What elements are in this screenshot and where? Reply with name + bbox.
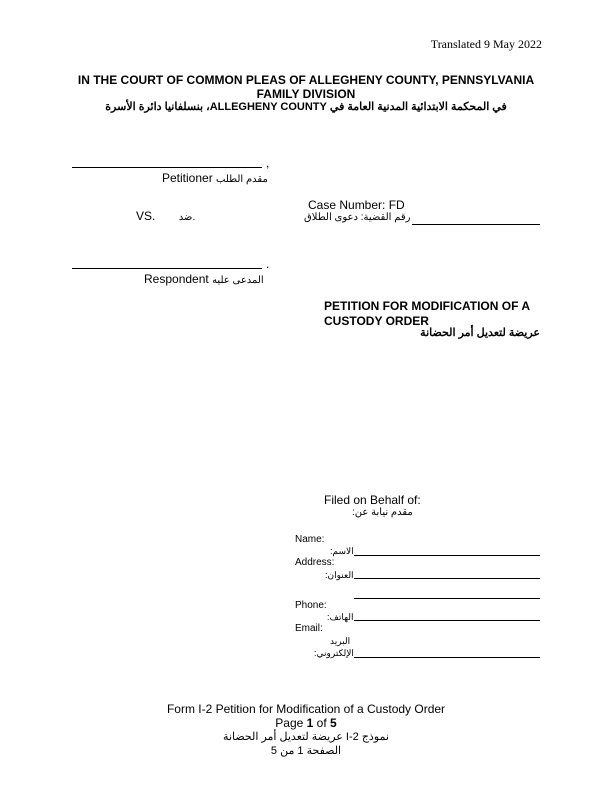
phone-label: Phone: [295,600,327,611]
phone-field[interactable] [354,620,540,621]
footer-page-number [40,716,572,730]
petitioner-comma: , [266,156,270,170]
address-field-line2[interactable] [354,598,540,599]
email-label-ar-1: البريد [330,636,351,646]
name-label: Name: [295,534,325,545]
petitioner-label [162,171,268,185]
email-label: Email: [295,623,323,634]
name-label-ar: الاسم: [330,546,354,556]
court-division: FAMILY DIVISION [256,87,356,101]
address-field-line1[interactable] [354,578,540,579]
email-label-ar-2: الإلكتروني: [314,648,354,658]
footer-form-title-ar: نموذج I-2 عريضة لتعديل أمر الحضانة [223,731,389,743]
page-of: of [313,716,331,730]
filed-on-behalf-label: Filed on Behalf of: [324,493,421,507]
court-title [40,73,572,101]
phone-label-ar: الهاتف: [327,612,354,622]
case-number-label-ar: رقم القضية: دعوى الطلاق [304,212,411,223]
versus-label [136,209,195,223]
filed-on-behalf-label-ar: مقدم نيابة عن: [352,507,413,518]
respondent-dot: . [266,257,270,271]
petition-title-line2: CUSTODY ORDER [324,314,429,328]
footer-page-number-ar: الصفحة 1 من 5 [270,745,342,757]
petition-title [324,299,530,329]
footer-form-title: Form I-2 Petition for Modification of a Custody Order [166,702,446,716]
respondent-label-ar: المدعى عليه [212,275,264,286]
court-title-arabic: في المحكمة الابتدائية المدنية العامة في ALLEGHENY COUNTY، بنسلفانيا دائرة الأسرة [105,101,507,113]
name-field[interactable] [354,555,540,556]
petition-title-line1: PETITION FOR MODIFICATION OF A [324,299,530,313]
petitioner-label-ar: مقدم الطلب [216,174,268,185]
petitioner-name-line[interactable] [72,167,262,168]
case-number-label: Case Number: FD [308,198,405,212]
respondent-label [144,272,264,286]
page-total: 5 [330,716,337,730]
petitioner-label-en: Petitioner [162,171,213,185]
page-current: 1 [306,716,314,730]
case-number-line[interactable] [412,224,540,225]
footer [40,702,572,758]
address-label: Address: [295,557,335,568]
respondent-label-en: Respondent [144,272,209,286]
versus-ar: ضد. [178,212,196,223]
translated-date: Translated 9 May 2022 [430,37,542,51]
email-field[interactable] [354,657,540,658]
page-prefix: Page [275,716,307,730]
respondent-name-line[interactable] [72,268,262,269]
versus-en: VS. [136,209,156,223]
petition-title-arabic: عريضة لتعديل أمر الحضانة [420,327,540,339]
address-label-ar: العنوان: [325,570,354,580]
court-name: IN THE COURT OF COMMON PLEAS OF ALLEGHENY COUNTY, PENNSYLVANIA [77,73,535,87]
